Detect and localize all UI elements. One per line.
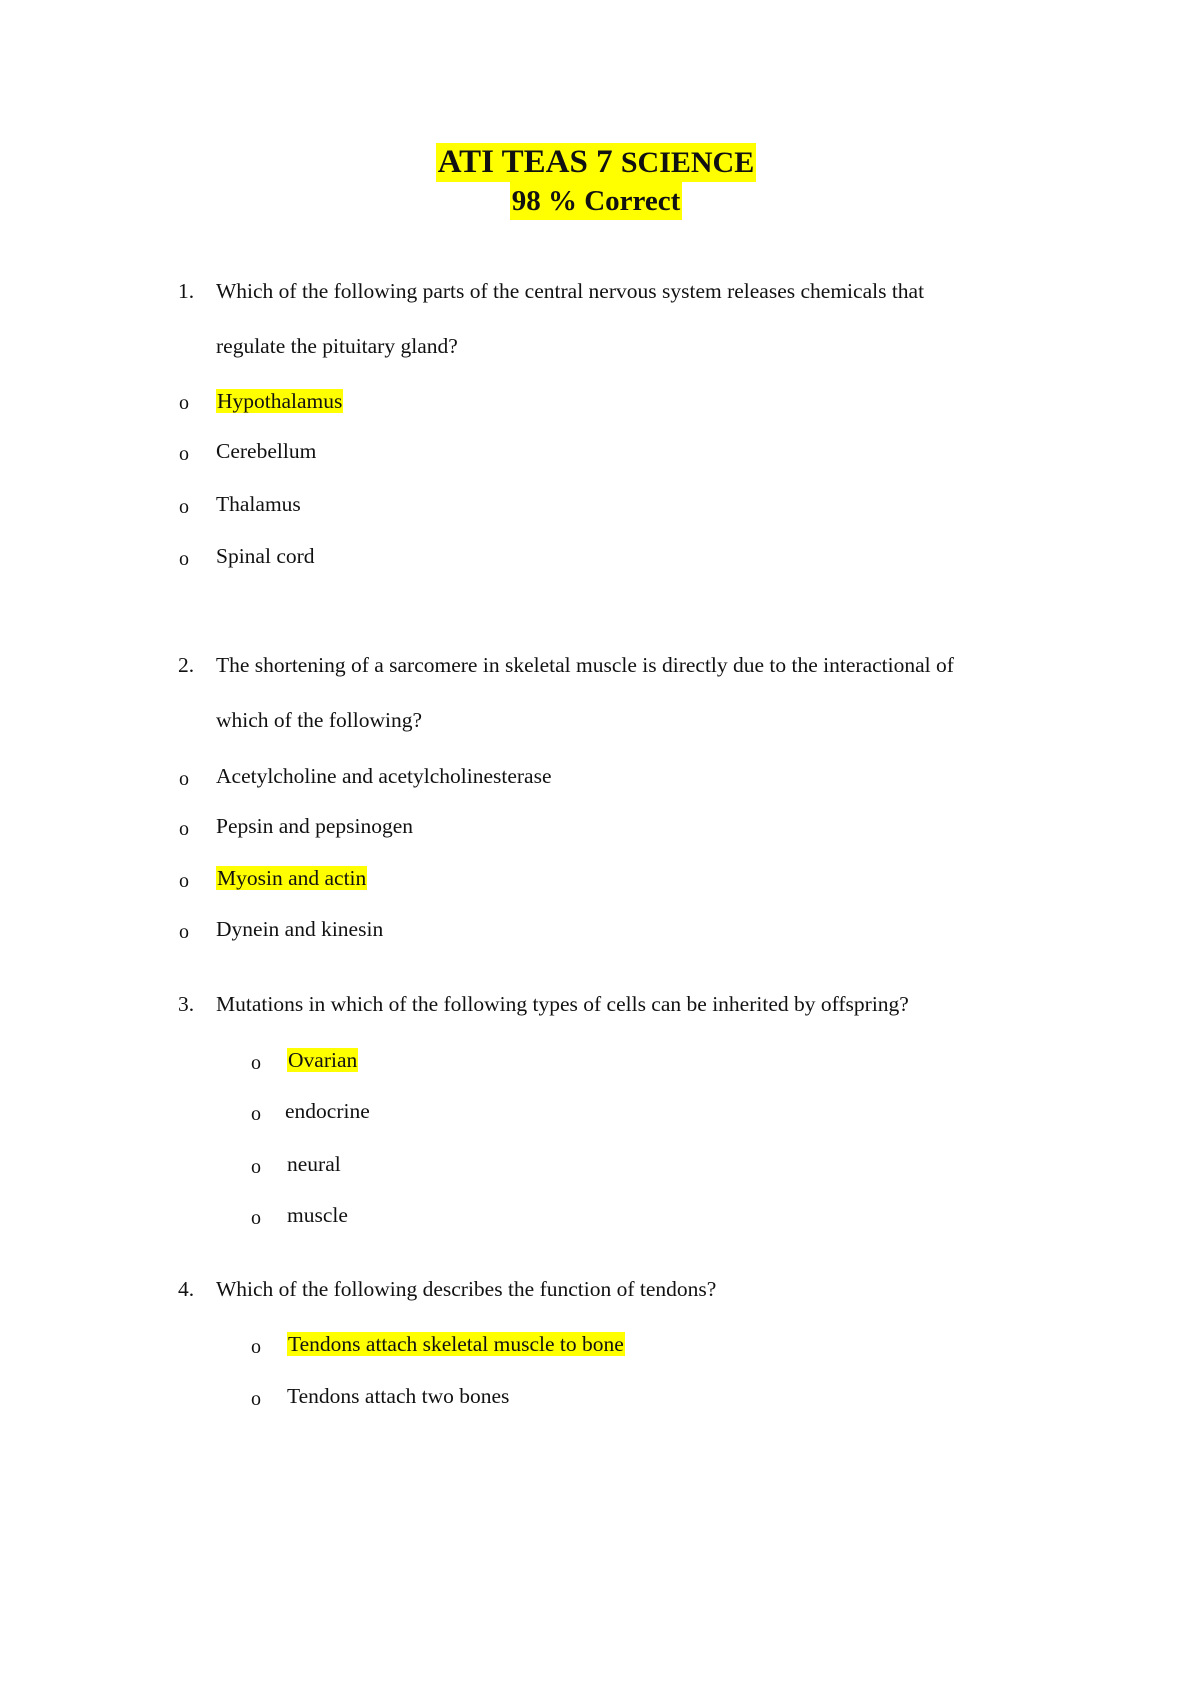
score-label: 98 % Correct: [510, 182, 683, 220]
bullet-circle-icon: o: [251, 1052, 261, 1074]
bullet-circle-icon: o: [179, 921, 189, 943]
question-number: 2.: [178, 653, 195, 677]
answer-option: muscle: [287, 1203, 348, 1227]
bullet-circle-icon: o: [251, 1103, 261, 1125]
question-text-line: which of the following?: [216, 708, 422, 732]
answer-option: endocrine: [285, 1099, 370, 1123]
question-text-line: The shortening of a sarcomere in skeletal muscle is directly due to the interactional of: [216, 653, 954, 677]
bullet-circle-icon: o: [179, 548, 189, 570]
bullet-circle-icon: o: [179, 768, 189, 790]
bullet-circle-icon: o: [251, 1156, 261, 1178]
answer-option: Acetylcholine and acetylcholinesterase: [216, 764, 552, 788]
bullet-circle-icon: o: [179, 496, 189, 518]
option-text: Myosin and actin: [217, 866, 367, 890]
option-text: Ovarian: [288, 1048, 358, 1072]
answer-option-correct: [216, 864, 367, 892]
answer-option: Cerebellum: [216, 439, 317, 463]
bullet-circle-icon: o: [251, 1388, 261, 1410]
question-number: 1.: [178, 279, 195, 303]
title-main: ATI TEAS 7: [437, 144, 613, 180]
answer-option: neural: [287, 1152, 341, 1176]
question-text-line: Which of the following describes the function of tendons?: [216, 1277, 717, 1301]
question-text-line: regulate the pituitary gland?: [216, 334, 458, 358]
answer-option-correct: [216, 387, 343, 415]
question-number: 4.: [178, 1277, 195, 1301]
answer-option-correct: [287, 1046, 358, 1074]
answer-option-correct: [287, 1330, 625, 1358]
bullet-circle-icon: o: [179, 392, 189, 414]
option-text: Tendons attach skeletal muscle to bone: [288, 1332, 624, 1356]
question-text-line: Which of the following parts of the central nervous system releases chemicals that: [216, 279, 925, 303]
answer-option: Pepsin and pepsinogen: [216, 814, 414, 838]
bullet-circle-icon: o: [179, 443, 189, 465]
bullet-circle-icon: o: [179, 870, 189, 892]
answer-option: Dynein and kinesin: [216, 917, 384, 941]
document-header: [0, 143, 1192, 221]
bullet-circle-icon: o: [251, 1336, 261, 1358]
answer-option: Spinal cord: [216, 544, 315, 568]
page-title: [436, 143, 756, 182]
option-text: Hypothalamus: [217, 389, 343, 413]
question-number: 3.: [178, 992, 195, 1016]
bullet-circle-icon: o: [179, 818, 189, 840]
title-sub: SCIENCE: [620, 146, 755, 179]
answer-option: Tendons attach two bones: [287, 1384, 510, 1408]
question-text-line: Mutations in which of the following types of cells can be inherited by offspring?: [216, 992, 909, 1016]
answer-option: Thalamus: [216, 492, 301, 516]
bullet-circle-icon: o: [251, 1207, 261, 1229]
